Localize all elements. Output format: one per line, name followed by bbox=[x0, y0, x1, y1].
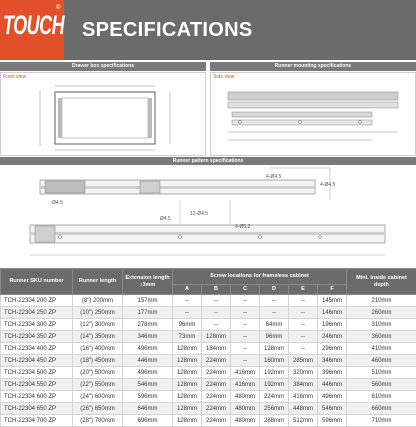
table-cell: 496mm bbox=[123, 367, 173, 379]
table-cell: 546mm bbox=[318, 403, 347, 415]
table-row bbox=[1, 391, 416, 403]
table-cell: 710mm bbox=[347, 415, 416, 427]
table-cell: TCH-22304 550 ZP bbox=[1, 379, 73, 391]
col-header-length: Runner length bbox=[73, 269, 123, 295]
table-cell: 496mm bbox=[123, 343, 173, 355]
table-cell: 416mm bbox=[231, 367, 260, 379]
col-header-d: D bbox=[260, 285, 289, 295]
table-cell: 184mm bbox=[202, 343, 231, 355]
table-cell: 560mm bbox=[347, 379, 416, 391]
table-cell: 446mm bbox=[123, 355, 173, 367]
table-cell: -- bbox=[231, 307, 260, 319]
table-cell: TCH-22304 600 ZP bbox=[1, 391, 73, 403]
table-cell: 596mm bbox=[123, 391, 173, 403]
table-cell: 696mm bbox=[123, 415, 173, 427]
table-cell: -- bbox=[231, 295, 260, 307]
col-header-min-depth: Mini. inside cabinet depth bbox=[347, 269, 416, 295]
table-cell: 416mm bbox=[289, 391, 318, 403]
table-cell: 128mm bbox=[202, 331, 231, 343]
table-cell: 416mm bbox=[231, 379, 260, 391]
table-cell: 224mm bbox=[202, 403, 231, 415]
dim-label-4: Ø4.5 bbox=[160, 216, 171, 222]
table-cell: -- bbox=[231, 343, 260, 355]
table-cell: -- bbox=[202, 319, 231, 331]
table-cell: 480mm bbox=[231, 415, 260, 427]
logo-text: TOUCH bbox=[3, 10, 64, 42]
table-cell: 73mm bbox=[173, 331, 202, 343]
table-cell: -- bbox=[289, 319, 318, 331]
table-cell: 480mm bbox=[231, 391, 260, 403]
table-cell: (8") 200mm bbox=[73, 295, 123, 307]
table-cell: 196mm bbox=[318, 319, 347, 331]
table-cell: TCH-22304 400 ZP bbox=[1, 343, 73, 355]
table-cell: 496mm bbox=[318, 391, 347, 403]
table-cell: 128mm bbox=[173, 391, 202, 403]
specifications-table bbox=[0, 268, 416, 427]
dim-label-6: 4-Ø5.2 bbox=[235, 224, 251, 230]
table-cell: (14") 350mm bbox=[73, 331, 123, 343]
table-cell: 512mm bbox=[289, 415, 318, 427]
table-cell: (24") 600mm bbox=[73, 391, 123, 403]
col-header-a: A bbox=[173, 285, 202, 295]
table-cell: 224mm bbox=[202, 379, 231, 391]
table-cell: (20") 500mm bbox=[73, 367, 123, 379]
table-cell: 646mm bbox=[123, 403, 173, 415]
table-cell: 660mm bbox=[347, 403, 416, 415]
table-cell: 192mm bbox=[260, 367, 289, 379]
table-cell: 224mm bbox=[260, 391, 289, 403]
runner-pattern-drawing bbox=[30, 168, 385, 255]
table-cell: TCH-22304 200 ZP bbox=[1, 295, 73, 307]
table-cell: 128mm bbox=[173, 415, 202, 427]
side-view-label: Side view bbox=[213, 74, 234, 80]
table-cell: (28") 700mm bbox=[73, 415, 123, 427]
table-cell: (16") 400mm bbox=[73, 343, 123, 355]
table-cell: 596mm bbox=[318, 415, 347, 427]
table-cell: 128mm bbox=[173, 355, 202, 367]
table-cell: 446mm bbox=[318, 379, 347, 391]
table-cell: 224mm bbox=[202, 391, 231, 403]
col-header-c: C bbox=[231, 285, 260, 295]
table-row bbox=[1, 319, 416, 331]
table-cell: 288mm bbox=[260, 415, 289, 427]
dim-label-1: 4-Ø4.5 bbox=[266, 174, 282, 180]
table-cell: 510mm bbox=[347, 367, 416, 379]
table-cell: -- bbox=[173, 307, 202, 319]
table-cell: (22") 550mm bbox=[73, 379, 123, 391]
table-cell: 224mm bbox=[202, 415, 231, 427]
table-cell: 610mm bbox=[347, 391, 416, 403]
table-row bbox=[1, 379, 416, 391]
table-cell: -- bbox=[202, 295, 231, 307]
table-body bbox=[1, 295, 416, 427]
table-cell: (10") 250mm bbox=[73, 307, 123, 319]
table-cell: 96mm bbox=[260, 331, 289, 343]
col-header-extension: Extension length ↕3mm bbox=[123, 269, 173, 295]
table-cell: 278mm bbox=[123, 319, 173, 331]
table-cell: -- bbox=[289, 295, 318, 307]
dim-label-5: 12-Ø4.5 bbox=[190, 211, 208, 217]
table-cell: 346mm bbox=[123, 331, 173, 343]
table-cell: 320mm bbox=[289, 367, 318, 379]
table-cell: 128mm bbox=[173, 343, 202, 355]
table-row bbox=[1, 415, 416, 427]
table-cell: (26") 650mm bbox=[73, 403, 123, 415]
table-cell: 310mm bbox=[347, 319, 416, 331]
table-cell: 160mm bbox=[260, 355, 289, 367]
table-cell: 346mm bbox=[318, 355, 347, 367]
table-cell: (18") 450mm bbox=[73, 355, 123, 367]
front-view-drawing bbox=[40, 86, 170, 150]
table-cell: 480mm bbox=[231, 403, 260, 415]
table-cell: (12") 300mm bbox=[73, 319, 123, 331]
table-cell: -- bbox=[260, 295, 289, 307]
table-cell: 128mm bbox=[173, 403, 202, 415]
col-header-sku: Runner SKU number bbox=[1, 269, 73, 295]
table-cell: -- bbox=[289, 307, 318, 319]
table-cell: 384mm bbox=[289, 379, 318, 391]
table-cell: 224mm bbox=[202, 367, 231, 379]
table-row bbox=[1, 343, 416, 355]
table-row bbox=[1, 331, 416, 343]
table-cell: 296mm bbox=[318, 343, 347, 355]
table-cell: -- bbox=[231, 355, 260, 367]
table-cell: TCH-22304 250 ZP bbox=[1, 307, 73, 319]
table-cell: TCH-22304 350 ZP bbox=[1, 331, 73, 343]
table-cell: -- bbox=[289, 343, 318, 355]
table-cell: 246mm bbox=[318, 331, 347, 343]
table-cell: 145mm bbox=[318, 295, 347, 307]
table-cell: 360mm bbox=[347, 331, 416, 343]
table-cell: -- bbox=[260, 307, 289, 319]
drawer-box-section-title: Drawer box specifications bbox=[0, 62, 206, 71]
table-cell: 256mm bbox=[260, 403, 289, 415]
table-cell: 128mm bbox=[173, 379, 202, 391]
table-cell: 128mm bbox=[260, 343, 289, 355]
table-cell: 210mm bbox=[347, 295, 416, 307]
col-header-b: B bbox=[202, 285, 231, 295]
table-row bbox=[1, 367, 416, 379]
table-cell: 192mm bbox=[260, 379, 289, 391]
table-cell: 260mm bbox=[347, 307, 416, 319]
table-cell: 410mm bbox=[347, 343, 416, 355]
dim-label-3: Ø4.5 bbox=[52, 200, 63, 206]
table-cell: TCH-22304 300 ZP bbox=[1, 319, 73, 331]
runner-mounting-section-title: Runner mounting specifications bbox=[210, 62, 416, 71]
table-cell: TCH-22304 500 ZP bbox=[1, 367, 73, 379]
table-cell: 224mm bbox=[202, 355, 231, 367]
dim-label-2: 4-Ø4.5 bbox=[320, 182, 336, 188]
table-cell: 64mm bbox=[260, 319, 289, 331]
logo-registered-mark: ® bbox=[56, 5, 60, 11]
table-row bbox=[1, 307, 416, 319]
table-cell: TCH-22304 450 ZP bbox=[1, 355, 73, 367]
table-row bbox=[1, 295, 416, 307]
table-cell: 546mm bbox=[123, 379, 173, 391]
table-cell: TCH-22304 650 ZP bbox=[1, 403, 73, 415]
page-title: SPECIFICATIONS bbox=[82, 19, 253, 42]
table-cell: 460mm bbox=[347, 355, 416, 367]
table-cell: 448mm bbox=[289, 403, 318, 415]
runner-pattern-section-title: Runner pattern specifications bbox=[0, 157, 416, 165]
table-row bbox=[1, 403, 416, 415]
front-view-label: Front view bbox=[3, 74, 26, 80]
table-cell: 285mm bbox=[289, 355, 318, 367]
table-cell: 96mm bbox=[173, 319, 202, 331]
table-cell: -- bbox=[173, 295, 202, 307]
table-row bbox=[1, 355, 416, 367]
col-header-screw-locations: Screw locations for frameless cabinet bbox=[173, 269, 347, 285]
table-cell: -- bbox=[289, 331, 318, 343]
table-cell: TCH-22304 700 ZP bbox=[1, 415, 73, 427]
table-cell: -- bbox=[202, 307, 231, 319]
table-cell: 128mm bbox=[173, 367, 202, 379]
table-cell: 177mm bbox=[123, 307, 173, 319]
col-header-e: E bbox=[289, 285, 318, 295]
table-cell: 396mm bbox=[318, 367, 347, 379]
col-header-f: F bbox=[318, 285, 347, 295]
side-view-drawing bbox=[228, 92, 398, 140]
table-cell: -- bbox=[231, 331, 260, 343]
table-cell: 146mm bbox=[318, 307, 347, 319]
table-cell: 157mm bbox=[123, 295, 173, 307]
table-cell: -- bbox=[231, 319, 260, 331]
